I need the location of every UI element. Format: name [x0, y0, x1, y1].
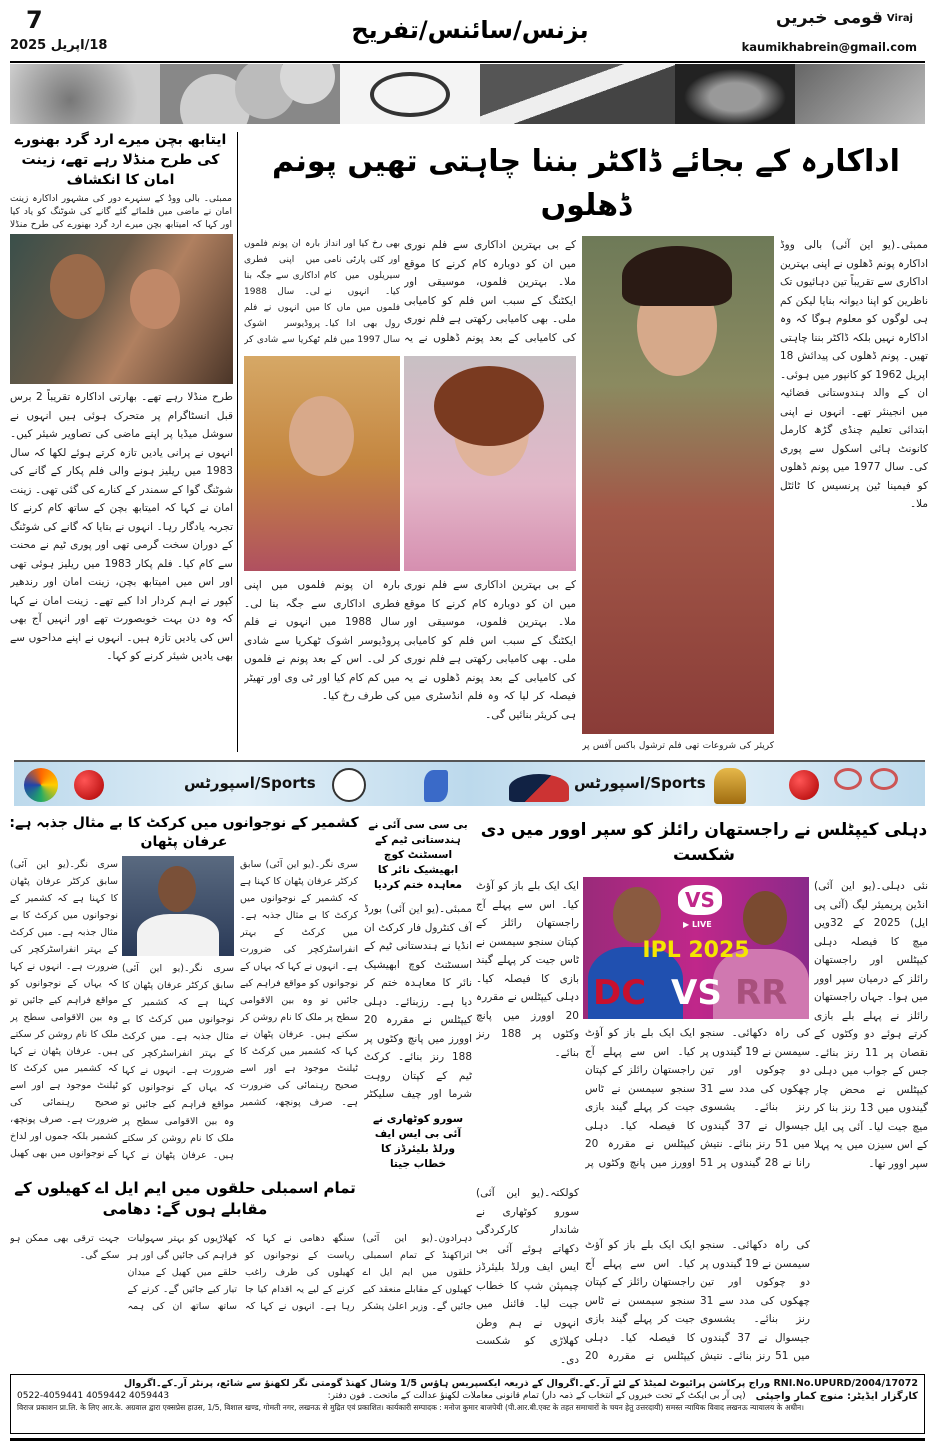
ipl-body-col-5: ایک ایک بلے باز کو آؤٹ کیا۔ اس سے پہلے آج راجستھان رائلز کے کپتان سنجو سیمسن نے ٹاس جیت کر پہلے گیند بازی کا فیصلہ کیا۔ دہلی کیپٹلس نے مقررہ 20 اوورز میں پانچ وکٹوں پر 188 رنز بنائے۔ [476, 880, 579, 1059]
vs-badge: VS [678, 885, 722, 915]
office-phones: 0522-4059441 4059442 4059443 [17, 1391, 170, 1401]
mla-headline: تمام اسمبلی حلقوں میں ایم ایل اے کھیلوں کے مقابلے ہوں گے: دھامی [14, 1179, 356, 1218]
amitabh-zeenat-photo [10, 234, 233, 384]
column-divider [237, 132, 238, 752]
pathan-body-col-3: سری نگر۔(یو این آئی) سابق کرکٹر عرفان پٹھان کا کہنا ہے کہ کشمیر کے نوجوانوں میں کرکٹ کا بے مثال جذبہ ہے۔ میں کرکٹ کے بہتر انفراسٹرکچر کی ضرورت ہے۔ انہوں نے کہا کہ یہاں کے نوجوانوں کو مواقع فراہم کیے جائیں تو وہ بین الاقوامی سطح پر ملک کا نام روشن کر سکتے ہیں۔ عرفان پٹھان نے کہا [122, 963, 234, 1161]
main-body-col-5: بھی رخ کیا اور انداز اور کئی پارٹی نامی سیریلوں میں کام کیا۔ انہوں نے فلموں میں ماں کا رول بھی ادا کیا۔ سال 1997 میں فلم [324, 239, 400, 345]
team-rr: RR [735, 973, 788, 1013]
header-image-strip [10, 64, 925, 124]
pathan-headline: کشمیر کے نوجوانوں میں کرکٹ کا بے مثال جذبہ ہے: عرفان پٹھان [9, 815, 359, 850]
side-story-body: طرح منڈلا رہے تھے۔ بھارتی اداکارہ تقریباً 2 برس قبل انسٹاگرام پر متحرک ہوئی ہیں انہوں نے سوشل میڈیا پر اپنے ماضی کی تصاویر شیئر کیں۔ انہوں نے پرانی یادیں تازہ کرتے ہوئے لکھا کہ سال 1983 میں ریلیز ہونے والی فلم پکار کے گانے کی شوٹنگ گوا کے سمندر کے کنارے کی گئی تھی۔ زینت امان نے کہا کہ امیتابھ بچن کے ساتھ کام کرنے کا تجربہ یادگار رہا۔ انہوں نے بتایا کہ گانے کی شوٹنگ کے دوران سخت گرمی تھی اور پوری ٹیم نے محنت سے کام کیا۔ فلم پکار 1983 میں ریلیز ہوئی تھی اور اس میں امیتابھ بچن، زینت امان اور رندھیر کپور نے اہم کردار ادا کیے تھے۔ زینت امان نے کہا کہ وہ دن بہت خوبصورت تھے اور انہیں آج بھی اس کی یادیں تازہ ہیں۔ انہوں نے اپنے مداحوں سے بھی یادیں شیئر کرنے کو کہا۔ [10, 391, 233, 662]
irfan-pathan-photo [122, 856, 234, 956]
sourav-body: کولکتہ۔(یو این آئی) سورو کوٹھاری نے شاندار کارکردگی دکھاتے ہوئے آئی بی ایس ایف ورلڈ بلیئرڈز چیمپئن شپ کا خطاب جیت لیا۔ فائنل میں انہوں نے ہم وطن کھلاڑی کو شکست دی۔ [476, 1187, 579, 1366]
main-body-col-1: ممبئی۔(یو این آئی) بالی ووڈ اداکارہ پونم ڈھلوں نے اپنی بہترین اداکاری سے تقریباً تین دہائیوں تک ناظرین کو اپنا دیوانہ بنایا لیکن کم ہی لوگوں کو معلوم ہوگا کہ وہ اداکارہ نہیں بلکہ ڈاکٹر بننا چاہتی تھیں۔ پونم ڈھلوں کی پیدائش 18 اپریل 1962 کو کانپور میں ہوئی۔ ان کے والد ہندوستانی فضائیہ میں انجینئر تھے۔ انہوں نے اپنی ابتدائی تعلیم چنڈی گڑھ کارمل کانونٹ ہائی اسکول سے پوری کی۔ سال 1977 میں پونم ڈھلوں کو فیمینا ٹین پرنسیس کا ٹائٹل ملا۔ [780, 239, 928, 510]
poonam-recent-photo [404, 356, 576, 571]
poonam-classic-photo [244, 356, 400, 571]
imprint-line-2 [17, 1390, 918, 1403]
live-label: LIVE [691, 920, 712, 929]
main-body-col-3: کے بی بہترین اداکاری سے فلم نوری میں ان کو دوبارہ کام کرنے کا موقع ملا۔ بہترین فلموں، موسیقی اور ایکٹنگ کے سبب اس فلم کو کامیابی ملی۔ بھی کامیابی رکھتی ہے فلم نوری کی کامیابی کے بعد پونم ڈھلوں نے یہ [404, 239, 576, 344]
shuttlecock-icon [24, 768, 58, 802]
ipl-body-col-4: ایک ایک بلے باز کو آؤٹ کیا۔ اس سے پہلے آج راجستھان رائلز کے کپتان سنجو سیمسن نے ٹاس جیت کر پہلے گیند بازی کا فیصلہ کیا۔ دہلی کیپٹلس نے مقررہ 20 [585, 1239, 695, 1362]
cricket-ball-icon [74, 770, 104, 800]
legal-note: (پی آر بی ایکٹ کے تحت خبروں کے انتخاب کے ذمہ دار) تمام قانونی معاملات لکھنؤ عدالت کے ماتحت۔ فون دفتر: [327, 1391, 746, 1401]
logo-text: قومی خبریں [776, 8, 883, 28]
footer-rule [10, 1438, 925, 1441]
editor-name: کارگزار ایڈیٹر: منوج کمار واجپئی [755, 1391, 918, 1402]
side-story-intro: ممبئی۔ بالی ووڈ کے سنہرے دور کی مشہور اداکارہ زینت امان نے ماضی میں فلمائے گئے گانے کی شوٹنگ کو یاد کیا اور کہا کہ امیتابھ بچن میرے ارد گرد بھنورے کی طرح منڈلا [10, 194, 232, 230]
sports-label-2: Sports/اسپورٹس [574, 774, 706, 792]
ipl-body-right: نئی دہلی۔(یو این آئی) انڈین پریمیئر لیگ (آئی پی ایل) 2025 کے 32ویں میچ کا فیصلہ دہلی کیپٹلس اور راجستھان رائلز کے درمیان سپر اوور میں ہوا۔ جہاں راجستھان رائلز نے پہلے بلے بازی کرتے ہوئے دو وکٹوں کے نقصان پر 11 رنز بنائے۔ جس کے جواب میں دہلی کیپٹلس نے محض چار گیندوں میں 13 رنز بنا کر میچ جیت لیا۔ آئی پی ایل کے اس سیزن میں یہ پہلا سپر اوور تھا۔ [814, 880, 928, 1170]
main-body-col-6: کے بی بہترین اداکاری سے فلم نوری میں ان کو دوبارہ کام کرنے کا موقع ملا۔ بہترین فلموں، موسیقی اور ایکٹنگ کے سبب اس فلم کو کامیابی ملی۔ بھی کامیابی رکھتی ہے فلم نوری کی کامیابی کے بعد پونم ڈھلوں نے یہ فیصلہ کر لیا کہ وہ فلم انڈسٹری میں ہی کریئر بنائیں گی۔ [404, 579, 576, 721]
bcci-headline: بی سی سی آئی نے ہندستانی ٹیم کے اسسٹنٹ کوچ ابھیشیک نائر کا معاہدہ ختم کردیا [368, 819, 468, 891]
imprint-line-1: RNI.No.UPURD/2004/17072 وراج پرکاشن پرائیوٹ لمیٹڈ کے لئے آر۔کے۔اگروال کے ذریعہ ایکسپریس ہاؤس 1/5 وشال کھنڈ گومتی نگر لکھنؤ سے شائع، پرنٹر آر۔کے۔اگروال [123, 1378, 918, 1389]
ipl-match-image [583, 877, 809, 1019]
ipl-body-col-1: کی راہ دکھائی۔ سنجو سیمسن نے 19 گیندوں پر دو چوکوں اور تین چھکوں کی مدد سے 31 رنز بنائے۔ یشسوی جیسوال نے 37 گیندوں میں 51 رنز بنائے۔ نتیش رانا نے 28 گیندوں پر 51 [700, 1027, 810, 1169]
header-rule [10, 61, 925, 63]
mla-body: دہرادون۔(یو این آئی) اتراکھنڈ کے تمام اسمبلی حلقوں میں ایم ایل اے کھیلوں کے مقابلے منعقد کیے جائیں گے۔ وزیر اعلیٰ پشکر سنگھ دھامی نے کہا کہ ریاست کے نوجوانوں کو کھیلوں کی طرف راغب کرنے کے لیے یہ اقدام کیا جا رہا ہے۔ انہوں نے کہا کہ کھلاڑیوں کو بہتر سہولیات فراہم کی جائیں گی اور ہر حلقے میں کھیل کے میدان تیار کیے جائیں گے۔ کرنے کے ساتھ ساتھ ان کی ہمہ جہت ترقی بھی ممکن ہو سکے گی۔ [10, 1233, 472, 1312]
ipl-body-col-2: ایک ایک بلے باز کو آؤٹ کیا۔ اس سے پہلے آج راجستھان رائلز کے کپتان سنجو سیمسن نے ٹاس جیت کر پہلے گیند بازی کا فیصلہ کیا۔ دہلی کیپٹلس نے مقررہ 20 اوورز میں پانچ وکٹوں پر [585, 1027, 695, 1169]
section-title: بزنس/سائنس/تفریح [351, 16, 589, 44]
email-address: kaumikhabrein@gmail.com [741, 40, 917, 54]
vs-text: VS [671, 973, 722, 1013]
main-body-col-4: بارہ ان پونم فلموں میں اپنی فطری اداکاری سے جگہ بنا لی۔ سال 1988 میں انہوں نے فلم پروڈیوسر اشوک ٹھکریا سے شادی کر [244, 239, 320, 345]
pathan-body-col-1: سری نگر۔(یو این آئی) سابق کرکٹر عرفان پٹھان کا کہنا ہے کہ کشمیر کے نوجوانوں میں کرکٹ کا بے مثال جذبہ ہے۔ میں کرکٹ کے بہتر انفراسٹرکچر کی ضرورت ہے۔ انہوں نے کہا کہ یہاں کے نوجوانوں کو مواقع فراہم کیے جائیں تو وہ بین الاقوامی سطح پر ملک کا نام روشن کر سکتے ہیں۔ عرفان پٹھان نے کہا کہ کشمیر میں کرکٹ کا ٹیلنٹ موجود ہے اور اسے صحیح رہنمائی کی ضرورت ہے۔ صرف پونچھ، کشمیر [240, 859, 358, 1108]
team-dc: DC [593, 973, 647, 1013]
herbs-image [10, 64, 160, 124]
imprint-box [10, 1374, 925, 1434]
anatomy-image [675, 64, 795, 124]
live-badge: ▶ LIVE [683, 920, 712, 929]
trophy-icon [714, 768, 746, 804]
logo-mark: Viraj [886, 12, 913, 24]
sports-label-1: Sports/اسپورٹس [184, 774, 316, 792]
tennis-rackets-icon [834, 768, 904, 802]
poonam-portrait-photo [582, 236, 774, 734]
side-story-headline: ایتابھ بچن میرے ارد گرد بھنورے کی طرح منڈلا رہے تھے، زینت امان کا انکشاف [14, 132, 227, 188]
stethoscope-image [340, 64, 480, 124]
football-icon [332, 768, 366, 802]
cricket-helmet-icon [509, 774, 569, 802]
page-number: 7 [26, 6, 43, 34]
globes-image [160, 64, 340, 124]
ipl-body-col-3: کی راہ دکھائی۔ سنجو سیمسن نے 19 گیندوں پر دو چوکوں اور تین چھکوں کی مدد سے 31 رنز بنائے۔ یشسوی جیسوال نے 37 گیندوں میں 51 رنز بنائے۔ نتیش [700, 1239, 810, 1362]
main-headline: اداکارہ کے بجائے ڈاکٹر بننا چاہتی تھیں پونم ڈھلوں [272, 144, 900, 223]
sports-banner [14, 760, 925, 806]
masthead-logo [776, 8, 913, 28]
ipl-title: IPL 2025 [642, 938, 750, 963]
sourav-headline: سورو کوٹھاری نے آئی بی ایس ایف ورلڈ بلیئرڈز کا خطاب جیتا [372, 1113, 464, 1170]
main-body-col-7: بارہ ان پونم فلموں میں اپنی فطری اداکاری سے جگہ بنا لی۔ سال 1988 میں انہوں نے فلم پروڈیوسر اشوک ٹھکریا سے شادی کر لی۔ اس کے بعد پونم نے فلموں میں کم کام کیا اور ٹی وی اور تھیٹر کی طرف رخ کیا۔ [244, 579, 400, 702]
imprint-line-3: विराज प्रकाशन प्रा.लि. के लिए आर.के. अग्रवाल द्वारा एक्सप्रेस हाउस, 1/5, विशाल खण्ड, गोमती नगर, लखनऊ से मुद्रित एवं प्रकाशित। कार्यकारी सम्पादक : मनोज कुमार बाजपेयी (पी.आर.बी.एक्ट के तहत समाचारों के चयन हेतु उत्तरदायी) समस्त न्यायिक विवाद लखनऊ न्यायालय के अधीन। [17, 1403, 805, 1412]
pathan-body-col-2: سری نگر۔(یو این آئی) سابق کرکٹر عرفان پٹھان کا کہنا ہے کہ کشمیر کے نوجوانوں میں کرکٹ کا بے مثال جذبہ ہے۔ میں کرکٹ کے بہتر انفراسٹرکچر کی ضرورت ہے۔ انہوں نے کہا کہ یہاں کے نوجوانوں کو مواقع فراہم کیے جائیں تو وہ بین الاقوامی سطح پر ملک کا نام روشن کر سکتے ہیں۔ عرفان پٹھان نے کہا کہ کشمیر میں کرکٹ کا ٹیلنٹ موجود ہے اور اسے صحیح رہنمائی کی ضرورت ہے۔ صرف پونچھ، کشمیر بلکہ جموں اور لداخ کے نوجوانوں میں بھی کھیل [10, 859, 118, 1159]
main-body-col-2: کریئر کی شروعات تھی فلم ترشول باکس آفس پر [582, 741, 774, 751]
issue-date: 18/اپریل 2025 [10, 38, 108, 53]
film-reel-image [480, 64, 675, 124]
ipl-headline: دہلی کیپٹلس نے راجستھان رائلز کو سپر اوور میں دی شکست [480, 820, 928, 865]
cricket-ball-icon-2 [789, 770, 819, 800]
stock-market-image [795, 64, 925, 124]
bcci-body: ممبئی۔(یو این آئی) بورڈ آف کنٹرول فار کرکٹ ان انڈیا نے ہندستانی ٹیم کے اسسٹنٹ کوچ ابھیشیک نائر کا معاہدہ ختم کر دیا ہے۔ رزبنائے۔ دہلی کیپٹلس نے مقررہ 20 اوورز میں پانچ وکٹوں پر 188 رنز بنائے۔ کرکٹ ٹیم کے کپتان روہت شرما اور چیف سلیکٹر [364, 903, 472, 1100]
batsman-icon [424, 770, 448, 802]
